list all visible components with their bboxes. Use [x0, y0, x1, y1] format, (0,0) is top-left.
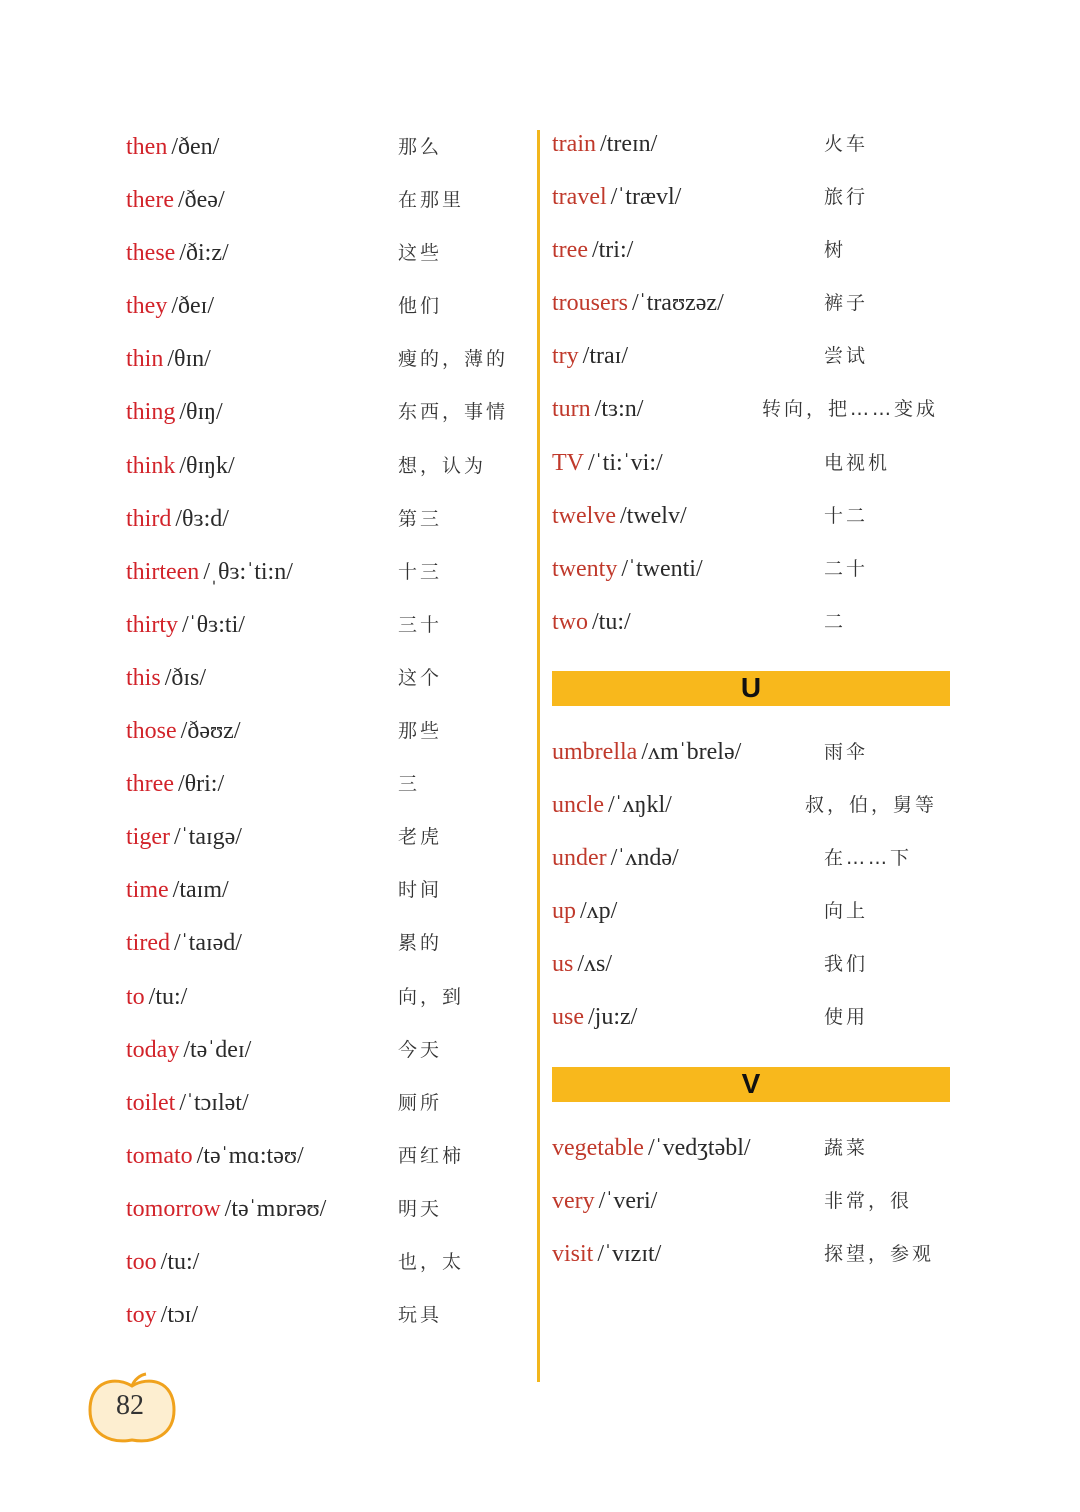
entry-ipa: /θri:/ [177, 771, 225, 798]
entry-word: thirty [126, 611, 178, 638]
entry-ipa: /ˈtaɪgə/ [173, 824, 242, 851]
list-item [126, 386, 526, 439]
entry-ipa: /ðɪs/ [164, 664, 207, 691]
entry-meaning: 厕所 [398, 1091, 443, 1114]
entry-meaning: 在那里 [398, 189, 465, 212]
entry-meaning: 三 [398, 773, 421, 796]
entry-word: train [552, 131, 596, 157]
entry-word: us [552, 951, 574, 978]
entry-word: very [552, 1187, 595, 1214]
entry-word: time [126, 877, 169, 904]
list-item [552, 330, 952, 383]
list-item [552, 779, 952, 832]
entry-ipa: /tu:/ [160, 1248, 200, 1275]
section-header-u: U [552, 671, 950, 706]
entry-meaning: 那些 [398, 720, 443, 743]
entry-word: they [126, 293, 168, 320]
entry-word: to [126, 983, 145, 1010]
entry-ipa: /ðeɪ/ [171, 293, 214, 320]
list-item [126, 546, 526, 599]
entry-word: toy [126, 1302, 157, 1329]
entry-word: vegetable [552, 1134, 644, 1161]
entry-ipa: /twelv/ [619, 502, 687, 529]
entry-meaning: 第三 [398, 507, 443, 530]
list-item [126, 971, 526, 1024]
entry-word: this [126, 664, 161, 691]
entry-word: tiger [126, 824, 170, 851]
entry-ipa: /ðəʊz/ [180, 718, 241, 745]
entry-word: twenty [552, 555, 618, 582]
entry-meaning: 二 [824, 610, 847, 633]
entry-meaning: 玩具 [398, 1304, 443, 1327]
entry-ipa: /treɪn/ [599, 131, 658, 157]
entry-ipa: /tri:/ [591, 237, 634, 264]
entry-ipa: /taɪm/ [172, 877, 229, 904]
entry-word: tomorrow [126, 1195, 221, 1222]
list-item [552, 726, 952, 779]
page-number: 82 [116, 1390, 144, 1421]
list-item [552, 832, 952, 885]
entry-word: those [126, 718, 177, 745]
entry-meaning: 十二 [824, 504, 869, 527]
entry-ipa: /tɔɪ/ [160, 1302, 198, 1329]
entry-meaning: 也，太 [398, 1250, 465, 1273]
entry-meaning: 三十 [398, 613, 443, 636]
list-item [552, 490, 952, 543]
entry-word: uncle [552, 792, 604, 819]
list-item [126, 174, 526, 227]
list-item [126, 1130, 526, 1183]
entry-word: thing [126, 399, 176, 426]
entry-ipa: /ˈveri/ [598, 1187, 658, 1214]
entry-meaning: 十三 [398, 560, 443, 583]
list-item [552, 277, 952, 330]
entry-ipa: /ˈvɪzɪt/ [597, 1240, 662, 1267]
entry-word: trousers [552, 290, 628, 317]
entry-word: too [126, 1248, 157, 1275]
entry-word: under [552, 845, 607, 872]
entry-word: three [126, 771, 174, 798]
entry-ipa: /ˈtɔɪlət/ [179, 1089, 249, 1116]
entry-ipa: /ju:z/ [588, 1004, 638, 1031]
list-item [552, 118, 952, 171]
list-item [126, 1077, 526, 1130]
entry-meaning: 裤子 [824, 292, 869, 315]
entry-meaning: 时间 [398, 879, 443, 902]
entry-ipa: /θɪŋ/ [179, 399, 223, 426]
list-item [552, 171, 952, 224]
list-item [126, 493, 526, 546]
list-item [126, 652, 526, 705]
entry-meaning: 向，到 [398, 985, 465, 1008]
entry-meaning: 今天 [398, 1038, 443, 1061]
entry-ipa: /ˈʌŋkl/ [607, 792, 672, 819]
entry-ipa: /təˈmɑ:təʊ/ [196, 1142, 304, 1169]
list-item [126, 758, 526, 811]
entry-ipa: /traɪ/ [582, 343, 628, 370]
entry-word: travel [552, 184, 607, 211]
entry-ipa: /ʌs/ [577, 951, 613, 978]
page-number-badge [86, 1372, 178, 1448]
entry-meaning: 明天 [398, 1197, 443, 1220]
entry-ipa: /ʌmˈbrelə/ [641, 738, 742, 765]
entry-word: turn [552, 396, 591, 423]
entry-word: try [552, 343, 579, 370]
list-item [126, 1236, 526, 1289]
left-word-list [126, 121, 526, 1342]
entry-ipa: /ði:z/ [179, 240, 229, 267]
entry-word: up [552, 898, 576, 925]
entry-meaning: 树 [824, 239, 847, 262]
list-item [552, 543, 952, 596]
entry-meaning: 非常，很 [824, 1189, 913, 1212]
entry-meaning: 蔬菜 [824, 1136, 869, 1159]
entry-meaning: 累的 [398, 932, 443, 955]
list-item [126, 280, 526, 333]
entry-meaning: 瘦的，薄的 [398, 348, 509, 371]
entry-meaning: 尝试 [824, 345, 869, 368]
entry-ipa: /tu:/ [148, 983, 188, 1010]
list-item [552, 1228, 952, 1281]
entry-word: these [126, 240, 176, 267]
entry-meaning: 东西，事情 [398, 401, 509, 424]
entry-meaning: 西红柿 [398, 1144, 465, 1167]
entry-meaning: 探望，参观 [824, 1242, 935, 1265]
entry-word: umbrella [552, 738, 638, 765]
entry-ipa: /ˈti:ˈvi:/ [588, 449, 663, 476]
entry-word: TV [552, 449, 584, 476]
entry-ipa: /ˈtraʊzəz/ [631, 290, 724, 317]
entry-ipa: /təˈmɒrəʊ/ [224, 1195, 327, 1222]
column-divider [537, 130, 540, 1382]
list-item [552, 938, 952, 991]
entry-word: twelve [552, 502, 616, 529]
entry-meaning: 想，认为 [398, 454, 487, 477]
entry-word: thin [126, 346, 164, 373]
entry-ipa: /θɪŋk/ [179, 452, 235, 479]
entry-word: thirteen [126, 558, 200, 585]
entry-word: toilet [126, 1089, 176, 1116]
section-header-v: V [552, 1067, 950, 1102]
list-item [126, 121, 526, 174]
entry-meaning: 向上 [824, 900, 869, 923]
entry-ipa: /ˈvedʒtəbl/ [647, 1134, 751, 1161]
entry-word: tree [552, 237, 588, 264]
list-item [126, 440, 526, 493]
entry-meaning: 那么 [398, 136, 443, 158]
list-item [126, 599, 526, 652]
entry-ipa: /tɜ:n/ [594, 396, 644, 423]
entry-meaning: 电视机 [824, 451, 891, 474]
entry-ipa: /ˈtwenti/ [621, 555, 703, 582]
entry-meaning: 转向，把……变成 [762, 398, 939, 421]
entry-ipa: /ˈʌndə/ [610, 845, 679, 872]
entry-word: think [126, 452, 176, 479]
entry-word: third [126, 505, 172, 532]
entry-meaning: 火车 [824, 133, 869, 155]
entry-ipa: /tu:/ [592, 608, 631, 635]
entry-word: use [552, 1004, 584, 1031]
entry-meaning: 他们 [398, 295, 443, 318]
list-item [126, 864, 526, 917]
entry-meaning: 雨伞 [824, 740, 869, 763]
entry-meaning: 旅行 [824, 186, 869, 209]
entry-meaning: 使用 [824, 1006, 869, 1029]
entry-ipa: /ðeə/ [177, 187, 225, 214]
list-item [552, 437, 952, 490]
entry-ipa: /θɜ:d/ [175, 505, 229, 532]
entry-ipa: /təˈdeɪ/ [183, 1036, 252, 1063]
list-item [552, 1122, 952, 1175]
list-item [126, 811, 526, 864]
entry-meaning: 老虎 [398, 826, 443, 849]
entry-meaning: 叔，伯，舅等 [805, 794, 938, 817]
entry-word: two [552, 608, 588, 635]
entry-word: today [126, 1036, 180, 1063]
entry-word: tomato [126, 1142, 193, 1169]
list-item [552, 224, 952, 277]
entry-ipa: /ˈθɜ:ti/ [182, 611, 245, 638]
list-item [126, 917, 526, 970]
list-item [126, 705, 526, 758]
entry-word: there [126, 187, 174, 214]
list-item [552, 991, 952, 1044]
entry-ipa: /ˌθɜ:ˈti:n/ [203, 558, 293, 585]
entry-ipa: /θɪn/ [167, 346, 211, 373]
list-item [126, 1183, 526, 1236]
list-item [126, 333, 526, 386]
entry-ipa: /ˈtaɪəd/ [173, 930, 242, 957]
entry-word: tired [126, 930, 170, 957]
entry-word: visit [552, 1240, 594, 1267]
list-item [552, 383, 952, 436]
entry-word: then [126, 134, 168, 160]
list-item [552, 596, 952, 649]
list-item [552, 885, 952, 938]
entry-meaning: 二十 [824, 557, 869, 580]
entry-ipa: /ˈtrævl/ [610, 184, 682, 211]
entry-ipa: /ðen/ [171, 134, 220, 160]
right-word-list [552, 118, 952, 1281]
entry-meaning: 在……下 [824, 847, 913, 870]
entry-meaning: 这个 [398, 666, 443, 689]
list-item [126, 227, 526, 280]
entry-meaning: 我们 [824, 953, 869, 976]
list-item [552, 1175, 952, 1228]
entry-ipa: /ʌp/ [580, 898, 618, 925]
entry-meaning: 这些 [398, 242, 443, 265]
list-item [126, 1024, 526, 1077]
list-item [126, 1289, 526, 1342]
